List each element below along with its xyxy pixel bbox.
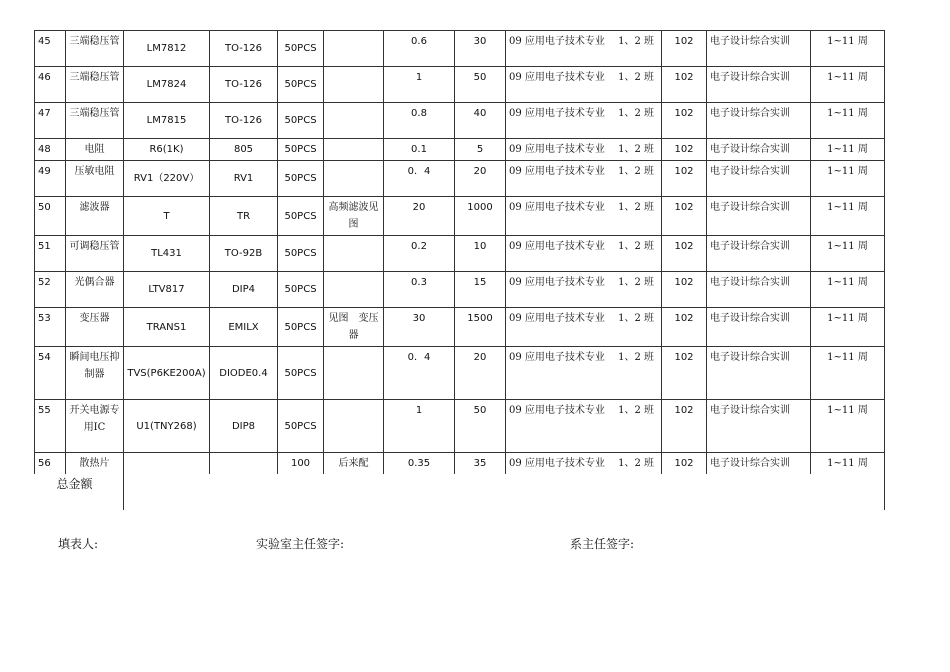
cell-price: 0.3 bbox=[384, 272, 455, 308]
cell-no: 53 bbox=[35, 308, 66, 347]
cell-model: TRANS1 bbox=[124, 308, 210, 347]
cell-qty: 50PCS bbox=[278, 272, 324, 308]
cell-course: 电子设计综合实训 bbox=[707, 161, 811, 197]
cell-amount: 50 bbox=[455, 67, 506, 103]
cell-package: EMILX bbox=[210, 308, 278, 347]
cell-note: 高频滤波见图 bbox=[324, 197, 384, 236]
cell-qty: 50PCS bbox=[278, 308, 324, 347]
cell-model: LM7815 bbox=[124, 103, 210, 139]
cell-room: 102 bbox=[662, 103, 707, 139]
cell-course: 电子设计综合实训 bbox=[707, 400, 811, 453]
cell-room: 102 bbox=[662, 31, 707, 67]
cell-model: R6(1K) bbox=[124, 139, 210, 161]
cell-model: LTV817 bbox=[124, 272, 210, 308]
cell-note: 见图 变压器 bbox=[324, 308, 384, 347]
table-row bbox=[35, 400, 885, 453]
cell-note: 后来配 bbox=[324, 453, 384, 475]
cell-package: TO-126 bbox=[210, 67, 278, 103]
cell-no: 47 bbox=[35, 103, 66, 139]
cell-qty: 50PCS bbox=[278, 139, 324, 161]
cell-package: TO-92B bbox=[210, 236, 278, 272]
cell-course: 电子设计综合实训 bbox=[707, 31, 811, 67]
cell-name: 可调稳压管 bbox=[66, 236, 124, 272]
cell-qty: 50PCS bbox=[278, 67, 324, 103]
cell-note bbox=[324, 67, 384, 103]
cell-weeks: 1~11 周 bbox=[811, 400, 885, 453]
cell-room: 102 bbox=[662, 453, 707, 475]
cell-no: 56 bbox=[35, 453, 66, 475]
cell-amount: 20 bbox=[455, 161, 506, 197]
cell-room: 102 bbox=[662, 197, 707, 236]
cell-note bbox=[324, 400, 384, 453]
cell-name: 三端稳压管 bbox=[66, 31, 124, 67]
cell-amount: 1500 bbox=[455, 308, 506, 347]
dept-head-signature-label: 系主任签字: bbox=[570, 537, 635, 551]
cell-weeks: 1~11 周 bbox=[811, 453, 885, 475]
table-body bbox=[35, 31, 885, 511]
cell-package: TO-126 bbox=[210, 103, 278, 139]
cell-price: 0．4 bbox=[384, 347, 455, 400]
cell-room: 102 bbox=[662, 161, 707, 197]
cell-qty: 50PCS bbox=[278, 197, 324, 236]
cell-model: TVS(P6KE200A) bbox=[124, 347, 210, 400]
cell-weeks: 1~11 周 bbox=[811, 161, 885, 197]
cell-qty: 50PCS bbox=[278, 161, 324, 197]
cell-class: 09 应用电子技术专业 1、2 班 bbox=[506, 347, 662, 400]
cell-room: 102 bbox=[662, 272, 707, 308]
cell-weeks: 1~11 周 bbox=[811, 347, 885, 400]
cell-package: 805 bbox=[210, 139, 278, 161]
table-row bbox=[35, 161, 885, 197]
cell-name: 瞬间电压抑制器 bbox=[66, 347, 124, 400]
cell-price: 30 bbox=[384, 308, 455, 347]
cell-note bbox=[324, 347, 384, 400]
cell-price: 0.1 bbox=[384, 139, 455, 161]
cell-qty: 50PCS bbox=[278, 236, 324, 272]
cell-package: DIODE0.4 bbox=[210, 347, 278, 400]
table-row bbox=[35, 197, 885, 236]
cell-amount: 5 bbox=[455, 139, 506, 161]
cell-package: RV1 bbox=[210, 161, 278, 197]
cell-amount: 10 bbox=[455, 236, 506, 272]
cell-class: 09 应用电子技术专业 1、2 班 bbox=[506, 197, 662, 236]
cell-package: TR bbox=[210, 197, 278, 236]
cell-price: 1 bbox=[384, 400, 455, 453]
cell-weeks: 1~11 周 bbox=[811, 308, 885, 347]
cell-course: 电子设计综合实训 bbox=[707, 139, 811, 161]
cell-no: 51 bbox=[35, 236, 66, 272]
cell-course: 电子设计综合实训 bbox=[707, 308, 811, 347]
cell-course: 电子设计综合实训 bbox=[707, 236, 811, 272]
cell-qty: 100 bbox=[278, 453, 324, 475]
lab-director-signature-label: 实验室主任签字: bbox=[256, 537, 345, 551]
cell-weeks: 1~11 周 bbox=[811, 67, 885, 103]
cell-class: 09 应用电子技术专业 1、2 班 bbox=[506, 453, 662, 475]
cell-price: 1 bbox=[384, 67, 455, 103]
cell-room: 102 bbox=[662, 347, 707, 400]
table-row bbox=[35, 31, 885, 67]
cell-name: 三端稳压管 bbox=[66, 67, 124, 103]
cell-name: 滤波器 bbox=[66, 197, 124, 236]
total-amount-value bbox=[124, 474, 885, 510]
cell-room: 102 bbox=[662, 236, 707, 272]
cell-qty: 50PCS bbox=[278, 347, 324, 400]
cell-note bbox=[324, 103, 384, 139]
cell-course: 电子设计综合实训 bbox=[707, 347, 811, 400]
cell-course: 电子设计综合实训 bbox=[707, 453, 811, 475]
total-amount-label: 总金额 bbox=[35, 474, 124, 510]
cell-qty: 50PCS bbox=[278, 103, 324, 139]
cell-amount: 50 bbox=[455, 400, 506, 453]
cell-no: 55 bbox=[35, 400, 66, 453]
table-row bbox=[35, 139, 885, 161]
cell-model: TL431 bbox=[124, 236, 210, 272]
cell-room: 102 bbox=[662, 308, 707, 347]
cell-course: 电子设计综合实训 bbox=[707, 197, 811, 236]
cell-model: RV1（220V） bbox=[124, 161, 210, 197]
cell-model: T bbox=[124, 197, 210, 236]
cell-name: 变压器 bbox=[66, 308, 124, 347]
cell-name: 散热片 bbox=[66, 453, 124, 475]
table-row bbox=[35, 272, 885, 308]
cell-class: 09 应用电子技术专业 1、2 班 bbox=[506, 308, 662, 347]
cell-name: 压敏电阻 bbox=[66, 161, 124, 197]
cell-class: 09 应用电子技术专业 1、2 班 bbox=[506, 272, 662, 308]
cell-amount: 35 bbox=[455, 453, 506, 475]
cell-name: 三端稳压管 bbox=[66, 103, 124, 139]
cell-weeks: 1~11 周 bbox=[811, 197, 885, 236]
cell-price: 20 bbox=[384, 197, 455, 236]
cell-package: DIP8 bbox=[210, 400, 278, 453]
cell-package bbox=[210, 453, 278, 475]
cell-model bbox=[124, 453, 210, 475]
cell-weeks: 1~11 周 bbox=[811, 272, 885, 308]
cell-no: 48 bbox=[35, 139, 66, 161]
cell-note bbox=[324, 272, 384, 308]
cell-no: 50 bbox=[35, 197, 66, 236]
cell-name: 电阻 bbox=[66, 139, 124, 161]
cell-price: 0.6 bbox=[384, 31, 455, 67]
cell-class: 09 应用电子技术专业 1、2 班 bbox=[506, 67, 662, 103]
cell-amount: 40 bbox=[455, 103, 506, 139]
table-row bbox=[35, 453, 885, 475]
cell-name: 开关电源专用IC bbox=[66, 400, 124, 453]
cell-no: 54 bbox=[35, 347, 66, 400]
table-row bbox=[35, 308, 885, 347]
cell-weeks: 1~11 周 bbox=[811, 103, 885, 139]
cell-note bbox=[324, 31, 384, 67]
cell-price: 0.35 bbox=[384, 453, 455, 475]
cell-weeks: 1~11 周 bbox=[811, 31, 885, 67]
table-row bbox=[35, 236, 885, 272]
cell-price: 0.2 bbox=[384, 236, 455, 272]
cell-weeks: 1~11 周 bbox=[811, 139, 885, 161]
cell-class: 09 应用电子技术专业 1、2 班 bbox=[506, 31, 662, 67]
cell-class: 09 应用电子技术专业 1、2 班 bbox=[506, 236, 662, 272]
cell-model: LM7812 bbox=[124, 31, 210, 67]
cell-class: 09 应用电子技术专业 1、2 班 bbox=[506, 161, 662, 197]
cell-weeks: 1~11 周 bbox=[811, 236, 885, 272]
cell-model: U1(TNY268) bbox=[124, 400, 210, 453]
table-row bbox=[35, 347, 885, 400]
table-row bbox=[35, 67, 885, 103]
cell-qty: 50PCS bbox=[278, 400, 324, 453]
cell-package: TO-126 bbox=[210, 31, 278, 67]
total-row bbox=[35, 474, 885, 510]
cell-class: 09 应用电子技术专业 1、2 班 bbox=[506, 139, 662, 161]
cell-package: DIP4 bbox=[210, 272, 278, 308]
cell-price: 0．4 bbox=[384, 161, 455, 197]
cell-note bbox=[324, 236, 384, 272]
cell-course: 电子设计综合实训 bbox=[707, 67, 811, 103]
cell-no: 46 bbox=[35, 67, 66, 103]
cell-price: 0.8 bbox=[384, 103, 455, 139]
cell-note bbox=[324, 161, 384, 197]
cell-qty: 50PCS bbox=[278, 31, 324, 67]
cell-amount: 20 bbox=[455, 347, 506, 400]
cell-amount: 30 bbox=[455, 31, 506, 67]
cell-amount: 1000 bbox=[455, 197, 506, 236]
cell-model: LM7824 bbox=[124, 67, 210, 103]
table-row bbox=[35, 103, 885, 139]
cell-no: 52 bbox=[35, 272, 66, 308]
cell-course: 电子设计综合实训 bbox=[707, 103, 811, 139]
cell-no: 45 bbox=[35, 31, 66, 67]
cell-room: 102 bbox=[662, 400, 707, 453]
filler-signature-label: 填表人: bbox=[58, 537, 99, 551]
cell-class: 09 应用电子技术专业 1、2 班 bbox=[506, 103, 662, 139]
cell-room: 102 bbox=[662, 67, 707, 103]
parts-table bbox=[34, 30, 885, 510]
cell-room: 102 bbox=[662, 139, 707, 161]
cell-amount: 15 bbox=[455, 272, 506, 308]
cell-class: 09 应用电子技术专业 1、2 班 bbox=[506, 400, 662, 453]
cell-note bbox=[324, 139, 384, 161]
cell-name: 光偶合器 bbox=[66, 272, 124, 308]
cell-no: 49 bbox=[35, 161, 66, 197]
cell-course: 电子设计综合实训 bbox=[707, 272, 811, 308]
